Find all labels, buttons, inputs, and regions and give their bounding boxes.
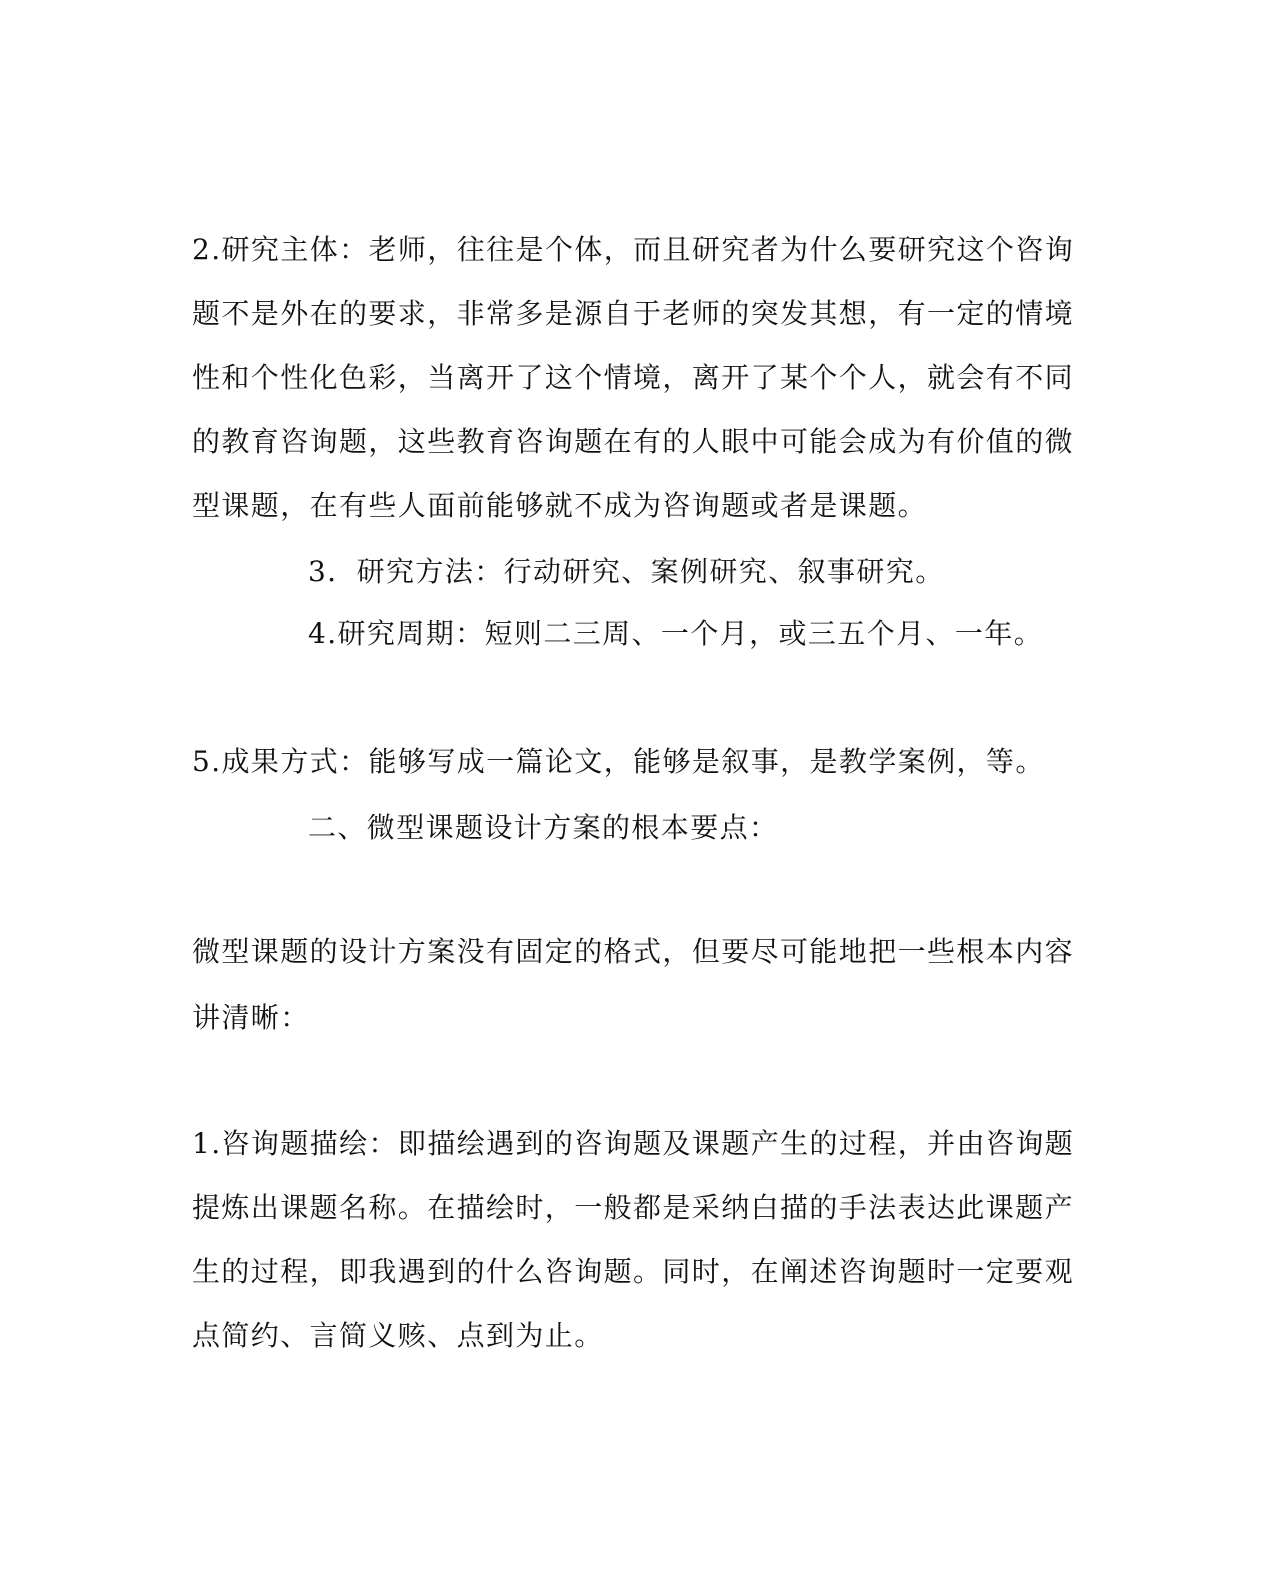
paragraph-research-subject-line-4: 的教育咨询题，这些教育咨询题在有的人眼中可能会成为有价值的微 <box>192 425 1075 458</box>
paragraph-problem-description-line-2: 提炼出课题名称。在描绘时，一般都是采纳白描的手法表达此课题产 <box>192 1191 1075 1224</box>
paragraph-design-line-1: 微型课题的设计方案没有固定的格式，但要尽可能地把一些根本内容 <box>192 935 1075 968</box>
item-research-method: 3．研究方法：行动研究、案例研究、叙事研究。 <box>308 555 945 588</box>
paragraph-research-subject-line-3: 性和个性化色彩，当离开了这个情境，离开了某个个人，就会有不同 <box>192 361 1075 394</box>
paragraph-research-subject-line-2: 题不是外在的要求，非常多是源自于老师的突发其想，有一定的情境 <box>192 297 1075 330</box>
item-research-period: 4.研究周期：短则二三周、一个月，或三五个月、一年。 <box>308 617 1044 650</box>
paragraph-problem-description-line-3: 生的过程，即我遇到的什么咨询题。同时，在阐述咨询题时一定要观 <box>192 1255 1075 1288</box>
paragraph-problem-description-line-1: 1.咨询题描绘：即描绘遇到的咨询题及课题产生的过程，并由咨询题 <box>192 1127 1075 1160</box>
item-result-format: 5.成果方式：能够写成一篇论文，能够是叙事，是教学案例，等。 <box>192 745 1045 778</box>
section-heading-design-points: 二、微型课题设计方案的根本要点： <box>308 811 779 844</box>
paragraph-research-subject-line-5: 型课题，在有些人面前能够就不成为咨询题或者是课题。 <box>192 489 928 522</box>
paragraph-problem-description-line-4: 点简约、言简义赅、点到为止。 <box>192 1319 604 1352</box>
paragraph-research-subject-line-1: 2.研究主体：老师，往往是个体，而且研究者为什么要研究这个咨询 <box>192 233 1075 266</box>
paragraph-design-line-2: 讲清晰： <box>192 1001 310 1034</box>
